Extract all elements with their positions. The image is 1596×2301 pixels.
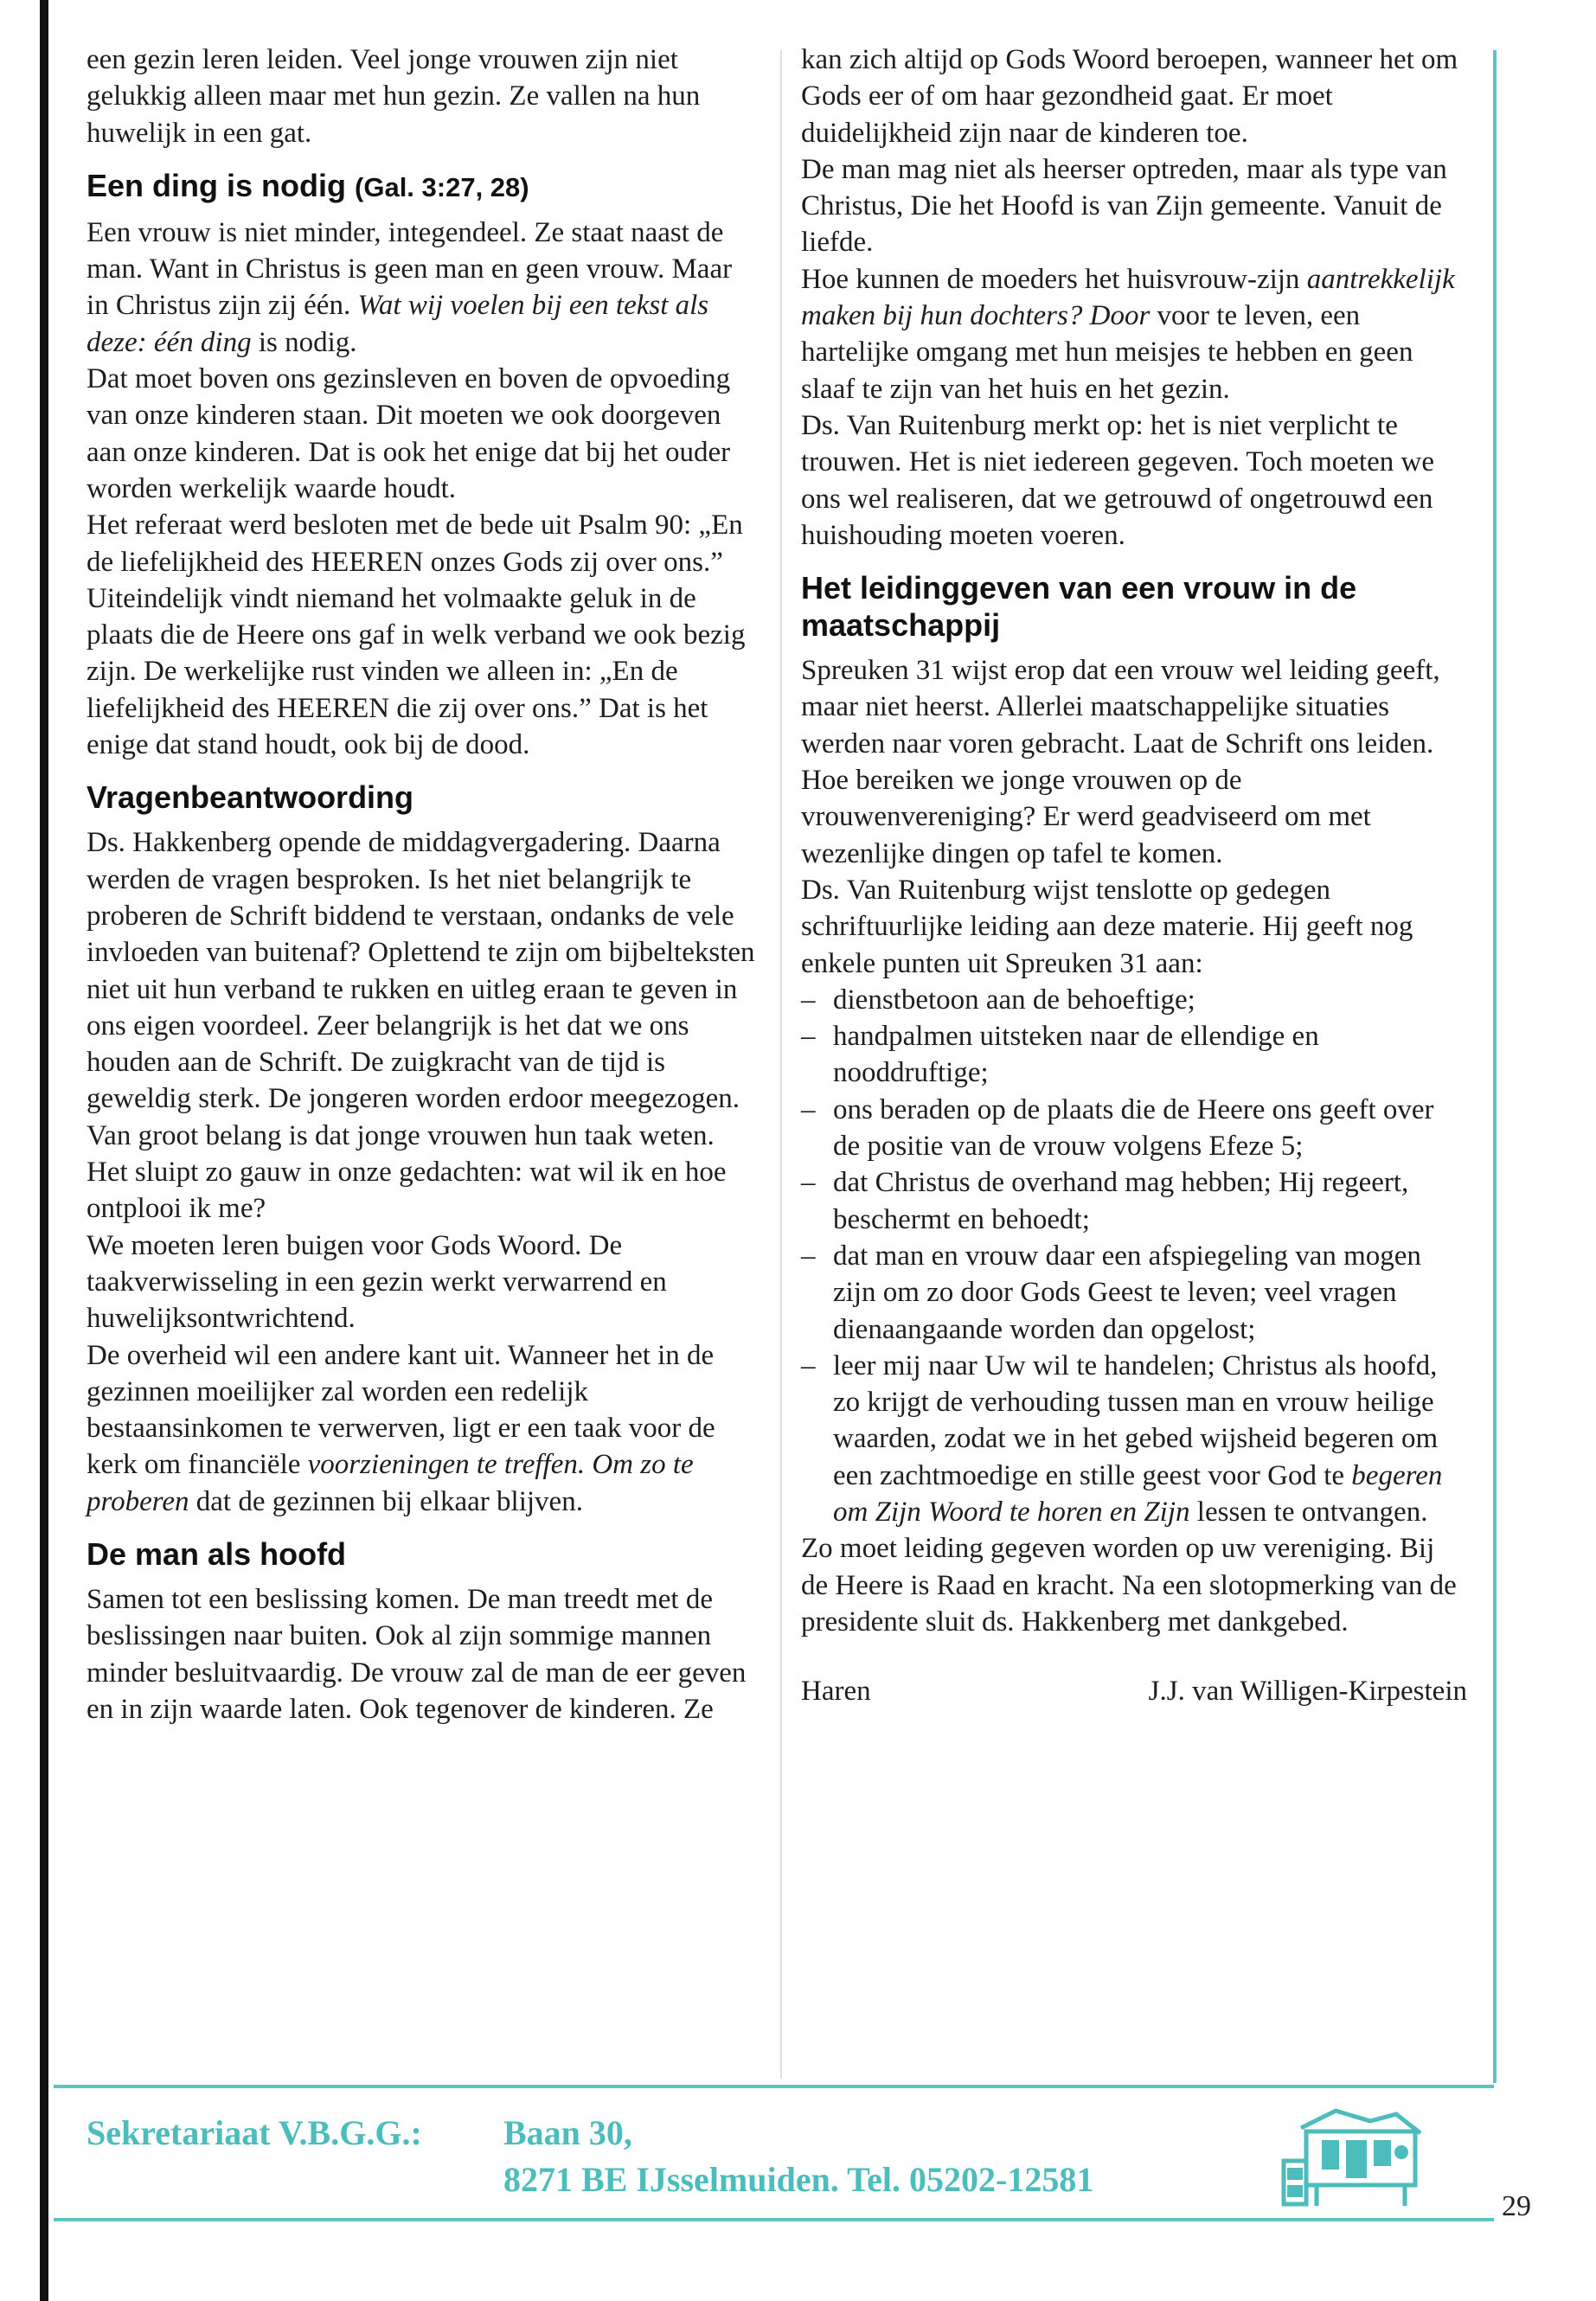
section-heading: De man als hoofd xyxy=(87,1535,347,1572)
text-span: lessen te ontvangen. xyxy=(1196,1496,1428,1528)
italic-span: Wat wij voelen bij een tekst als deze: één ding xyxy=(87,290,709,358)
heading-text: Een ding is nodig xyxy=(87,167,346,203)
text-span: Hoe kunnen de moeders het huisvrouw-zijn xyxy=(801,263,1300,295)
list-item xyxy=(801,1348,1467,1530)
list-item: – dat man en vrouw daar een afspiegeling van mogen zijn om zo door Gods Geest te leven; veel vragen dienaangaande worden dan opgelost; xyxy=(801,1238,1467,1348)
italic-span: begeren om Zijn Woord te horen en Zijn xyxy=(833,1459,1443,1528)
text-span: De overheid wil een andere kant uit. Wanneer het in de gezinnen moeilijker zal worden een redelijk bestaansinkomen te verwerven, ligt er een taak voor de kerk om financiële xyxy=(87,1339,715,1481)
paragraph: Het sluipt zo gauw in onze gedachten: wat wil ik en hoe ontplooi ik me? xyxy=(87,1157,727,1225)
paragraph xyxy=(801,261,1467,407)
paragraph: Spreuken 31 wijst erop dat een vrouw wel leiding geeft, maar niet heerst. Allerlei maatschappelijke situaties werden naar voren gebracht. Laat de Schrift ons leiden. xyxy=(801,655,1440,760)
binding-edge xyxy=(40,0,48,2301)
signature-line xyxy=(801,1673,1467,1709)
footer-banner xyxy=(54,2085,1494,2221)
paragraph: Ds. Van Ruitenburg merkt op: het is niet verplicht te trouwen. Het is niet iedereen gegeven. Toch moeten we ons wel realiseren, dat we getrouwd of ongetrouwd een huishouding moeten voeren. xyxy=(801,409,1434,551)
right-column xyxy=(801,42,1467,1709)
paragraph: Zo moet leiding gegeven worden op uw vereniging. Bij de Heere is Raad en kracht. Na een slotopmerking van de presidente sluit ds. Hakkenberg met dankgebed. xyxy=(801,1533,1457,1638)
paragraph: Samen tot een beslissing komen. De man treedt met de beslissingen naar buiten. Ook al zijn sommige mannen minder besluitvaardig. De vrouw zal de man de eer geven en in zijn waarde laten. Ook tegenover de kinderen. Ze xyxy=(87,1583,747,1725)
left-column xyxy=(87,42,757,1727)
paragraph: Hoe bereiken we jonge vrouwen op de vrouwenvereniging? Er werd geadviseerd om met wezenlijke dingen op tafel te komen. xyxy=(801,765,1371,869)
bullet-list xyxy=(801,982,1467,1530)
paragraph: Ds. Van Ruitenburg wijst tenslotte op gedegen schriftuurlijke leiding aan deze materie. Hij geeft nog enkele punten uit Spreuken 31 aan: xyxy=(801,874,1413,979)
section-heading xyxy=(87,167,757,206)
text-span: voor te leven, een hartelijke omgang met hun meisjes te hebben en geen slaaf te zijn van het huis en het gezin. xyxy=(801,300,1413,405)
italic-span: aantrekkelijk maken bij hun dochters? Door xyxy=(801,263,1455,332)
column-divider xyxy=(780,50,782,2079)
text-span: leer mij naar Uw wil te handelen; Christus als hoofd, zo krijgt de verhouding tussen man en vrouw heilige waarden, zodat we in het gebed wijsheid begeren om een zachtmoedige en stille geest voor God te xyxy=(833,1349,1439,1491)
list-item: – ons beraden op de plaats die de Heere ons geeft over de positie van de vrouw volgens Efeze 5; xyxy=(801,1092,1467,1165)
paragraph: De man mag niet als heerser optreden, maar als type van Christus, Die het Hoofd is van Zijn gemeente. Vanuit de liefde. xyxy=(801,153,1447,259)
footer-address-line1: Baan 30, xyxy=(503,2113,632,2152)
list-item: – dienstbetoon aan de behoeftige; xyxy=(801,982,1467,1018)
section-heading: Het leidinggeven van een vrouw in de maatschappij xyxy=(801,570,1357,644)
signature-place: Haren xyxy=(801,1676,871,1708)
italic-span: voorzieningen te treffen. Om zo te proberen xyxy=(87,1449,694,1517)
paragraph xyxy=(87,215,757,361)
section-heading: Vragenbeantwoording xyxy=(87,779,414,816)
paragraph: een gezin leren leiden. Veel jonge vrouwen zijn niet gelukkig alleen maar met hun gezin. Ze vallen na hun huwelijk in een gat. xyxy=(87,44,701,149)
paragraph: kan zich altijd op Gods Woord beroepen, wanneer het om Gods eer of om haar gezondheid gaat. Er moet duidelijkheid zijn naar de kinderen toe. xyxy=(801,44,1458,149)
paragraph xyxy=(87,1337,757,1520)
text-span: Een vrouw is niet minder, integendeel. Ze staat naast de man. Want in Christus is geen man en geen vrouw. Maar in Christus zijn zij één. xyxy=(87,216,733,322)
footer-address-line2: 8271 BE IJsselmuiden. Tel. 05202-12581 xyxy=(503,2160,1094,2199)
paragraph: Dat moet boven ons gezinsleven en boven de opvoeding van onze kinderen staan. Dit moeten we ook doorgeven aan onze kinderen. Dat is ook het enige dat bij het ouder worden werkelijk waarde houdt. xyxy=(87,363,731,504)
text-span: dat de gezinnen bij elkaar blijven. xyxy=(195,1485,583,1517)
vbgg-logo-icon xyxy=(1266,2095,1439,2216)
footer-label: Sekretariaat V.B.G.G.: xyxy=(87,2113,422,2152)
page-frame-line xyxy=(1493,50,1497,2083)
page-number: 29 xyxy=(1502,2190,1531,2222)
text-span: is nodig. xyxy=(258,326,357,358)
list-item: – dat Christus de overhand mag hebben; Hij regeert, beschermt en behoedt; xyxy=(801,1164,1467,1238)
paragraph: We moeten leren buigen voor Gods Woord. De taakverwisseling in een gezin werkt verwarrend en huwelijksontwrichtend. xyxy=(87,1229,667,1335)
list-item: – handpalmen uitsteken naar de ellendige en nooddruftige; xyxy=(801,1018,1467,1092)
paragraph: Het referaat werd besloten met de bede uit Psalm 90: „En de liefelijkheid des HEEREN onzes Gods zij over ons.” xyxy=(87,510,743,578)
paragraph: Ds. Hakkenberg opende de middagvergadering. Daarna werden de vragen besproken. Is het niet belangrijk te proberen de Schrift biddend te verstaan, ondanks de vele invloeden van buitenaf? Oplettend te zijn om bijbelteksten niet uit hun verband te rukken en uitleg eraan te geven in ons eigen voordeel. Zeer belangrijk is het dat we ons houden aan de Schrift. De zuigkracht van de tijd is geweldig sterk. De jongeren worden erdoor meegezogen. Van groot belang is dat jonge vrouwen hun taak weten. xyxy=(87,827,755,1151)
paragraph: Uiteindelijk vindt niemand het volmaakte geluk in de plaats die de Heere ons gaf in welk verband we ook bezig zijn. De werkelijke rust vinden we alleen in: „En de liefelijkheid des HEEREN die zij over ons.” Dat is het enige dat stand houdt, ook bij de dood. xyxy=(87,582,746,761)
heading-reference: (Gal. 3:27, 28) xyxy=(355,171,529,202)
signature-author: J.J. van Willigen-Kirpestein xyxy=(1148,1676,1467,1708)
